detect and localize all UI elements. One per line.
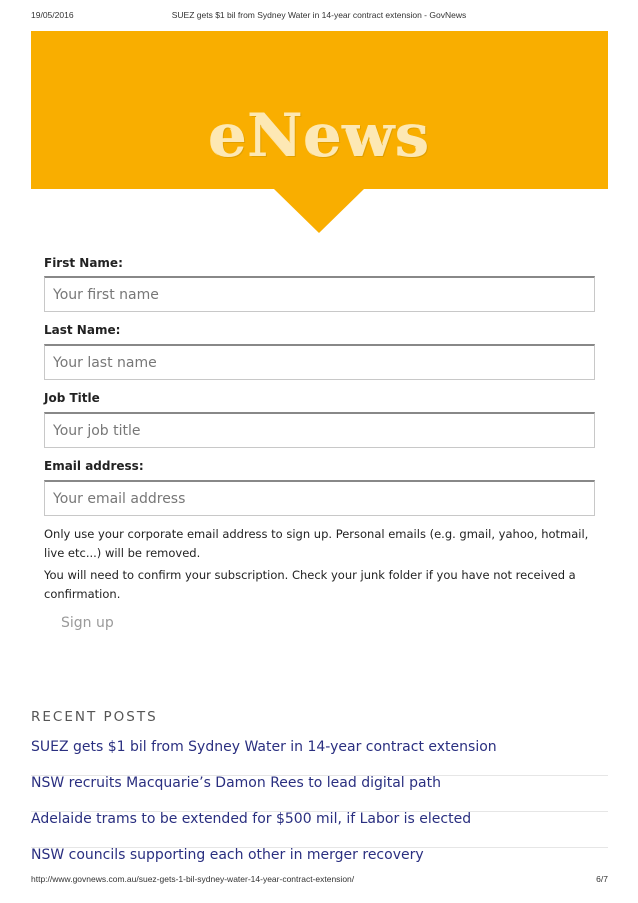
banner-pointer (274, 189, 364, 233)
list-item (31, 847, 608, 869)
list-item (31, 775, 608, 812)
print-footer (0, 874, 638, 888)
list-item (31, 811, 608, 848)
enews-banner (31, 31, 608, 189)
list-item (31, 739, 608, 776)
recent-post-link[interactable]: NSW recruits Macquarie’s Damon Rees to lead digital path (31, 775, 441, 791)
enews-logo: eNews (208, 101, 431, 171)
job-title-label: Job Title (44, 391, 100, 405)
print-page-number: 6/7 (596, 874, 608, 884)
recent-post-link[interactable]: Adelaide trams to be extended for $500 mil, if Labor is elected (31, 811, 472, 827)
job-title-input[interactable] (44, 412, 595, 448)
last-name-input[interactable] (44, 344, 595, 380)
recent-post-link[interactable]: SUEZ gets $1 bil from Sydney Water in 14-year contract extension (31, 739, 497, 755)
first-name-label: First Name: (44, 256, 123, 270)
email-input[interactable] (44, 480, 595, 516)
print-url: http://www.govnews.com.au/suez-gets-1-bil-sydney-water-14-year-contract-extension/ (31, 874, 355, 884)
confirm-subscription-note: You will need to confirm your subscription. Check your junk folder if you have not received a confirmation. (44, 568, 576, 601)
print-title: SUEZ gets $1 bil from Sydney Water in 14-year contract extension - GovNews (171, 10, 467, 20)
print-header (0, 10, 638, 24)
signup-button[interactable]: Sign up (61, 615, 114, 631)
last-name-label: Last Name: (44, 323, 121, 337)
first-name-input[interactable] (44, 276, 595, 312)
print-date: 19/05/2016 (31, 10, 74, 20)
recent-posts-heading: RECENT POSTS (31, 709, 158, 725)
corporate-email-note: Only use your corporate email address to sign up. Personal emails (e.g. gmail, yahoo, hotmail, live etc...) will be removed. (44, 527, 589, 560)
email-label: Email address: (44, 459, 144, 473)
recent-post-link[interactable]: NSW councils supporting each other in merger recovery (31, 847, 424, 863)
